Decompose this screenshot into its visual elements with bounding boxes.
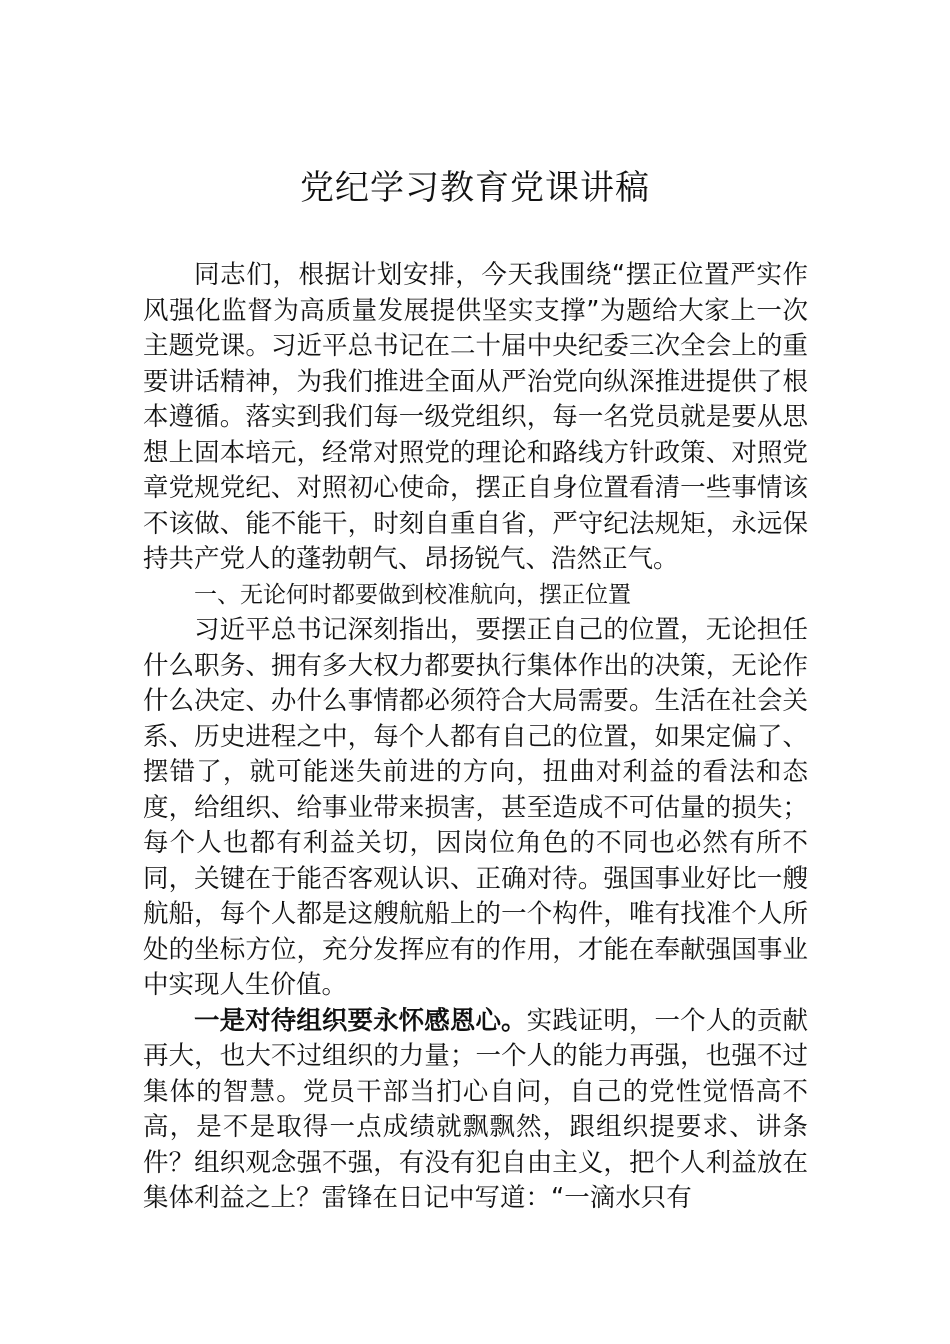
document-title: 党纪学习教育党课讲稿 — [300, 168, 650, 208]
paragraph-point-1 — [143, 1004, 808, 1217]
paragraph-intro: 同志们，根据计划安排，今天我围绕“摆正位置严实作风强化监督为高质量发展提供坚实支撑”为题给大家上一次主题党课。习近平总书记在二十届中央纪委三次全会上的重要讲话精神，为我们推进全面从严治党向纵深推进提供了根本遵循。落实到我们每一级党组织，每一名党员就是要从思想上固本培元，经常对照党的理论和路线方针政策、对照党章党规党纪、对照初心使命，摆正自身位置看清一些事情该不该做、能不能干，时刻自重自省，严守纪法规矩，永远保持共产党人的蓬勃朝气、昂扬锐气、浩然正气。 — [143, 260, 808, 574]
point-1-text: 实践证明，一个人的贡献再大，也大不过组织的力量；一个人的能力再强，也强不过集体的智慧。党员干部当扪心自问，自己的党性觉悟高不高，是不是取得一点成绩就飘飘然，跟组织提要求、讲条件？组织观念强不强，有没有犯自由主义，把个人利益放在集体利益之上？雷锋在日记中写道：“一滴水只有 — [143, 1005, 808, 1213]
paragraph-section-1: 习近平总书记深刻指出，要摆正自己的位置，无论担任什么职务、拥有多大权力都要执行集体作出的决策，无论作什么决定、办什么事情都必须符合大局需要。生活在社会关系、历史进程之中，每个人都有自己的位置，如果定偏了、摆错了，就可能迷失前进的方向，扭曲对利益的看法和态度，给组织、给事业带来损害，甚至造成不可估量的损失；每个人也都有利益关切，因岗位角色的不同也必然有所不同，关键在于能否客观认识、正确对待。强国事业好比一艘航船，每个人都是这艘航船上的一个构件，唯有找准个人所处的坐标方位，充分发挥应有的作用，才能在奉献强国事业中实现人生价值。 — [143, 615, 808, 1000]
point-1-lead: 一是对待组织要永怀感恩心。 — [194, 1005, 527, 1036]
document-body — [143, 258, 808, 1217]
section-heading-1: 一、无论何时都要做到校准航向，摆正位置 — [194, 581, 631, 608]
